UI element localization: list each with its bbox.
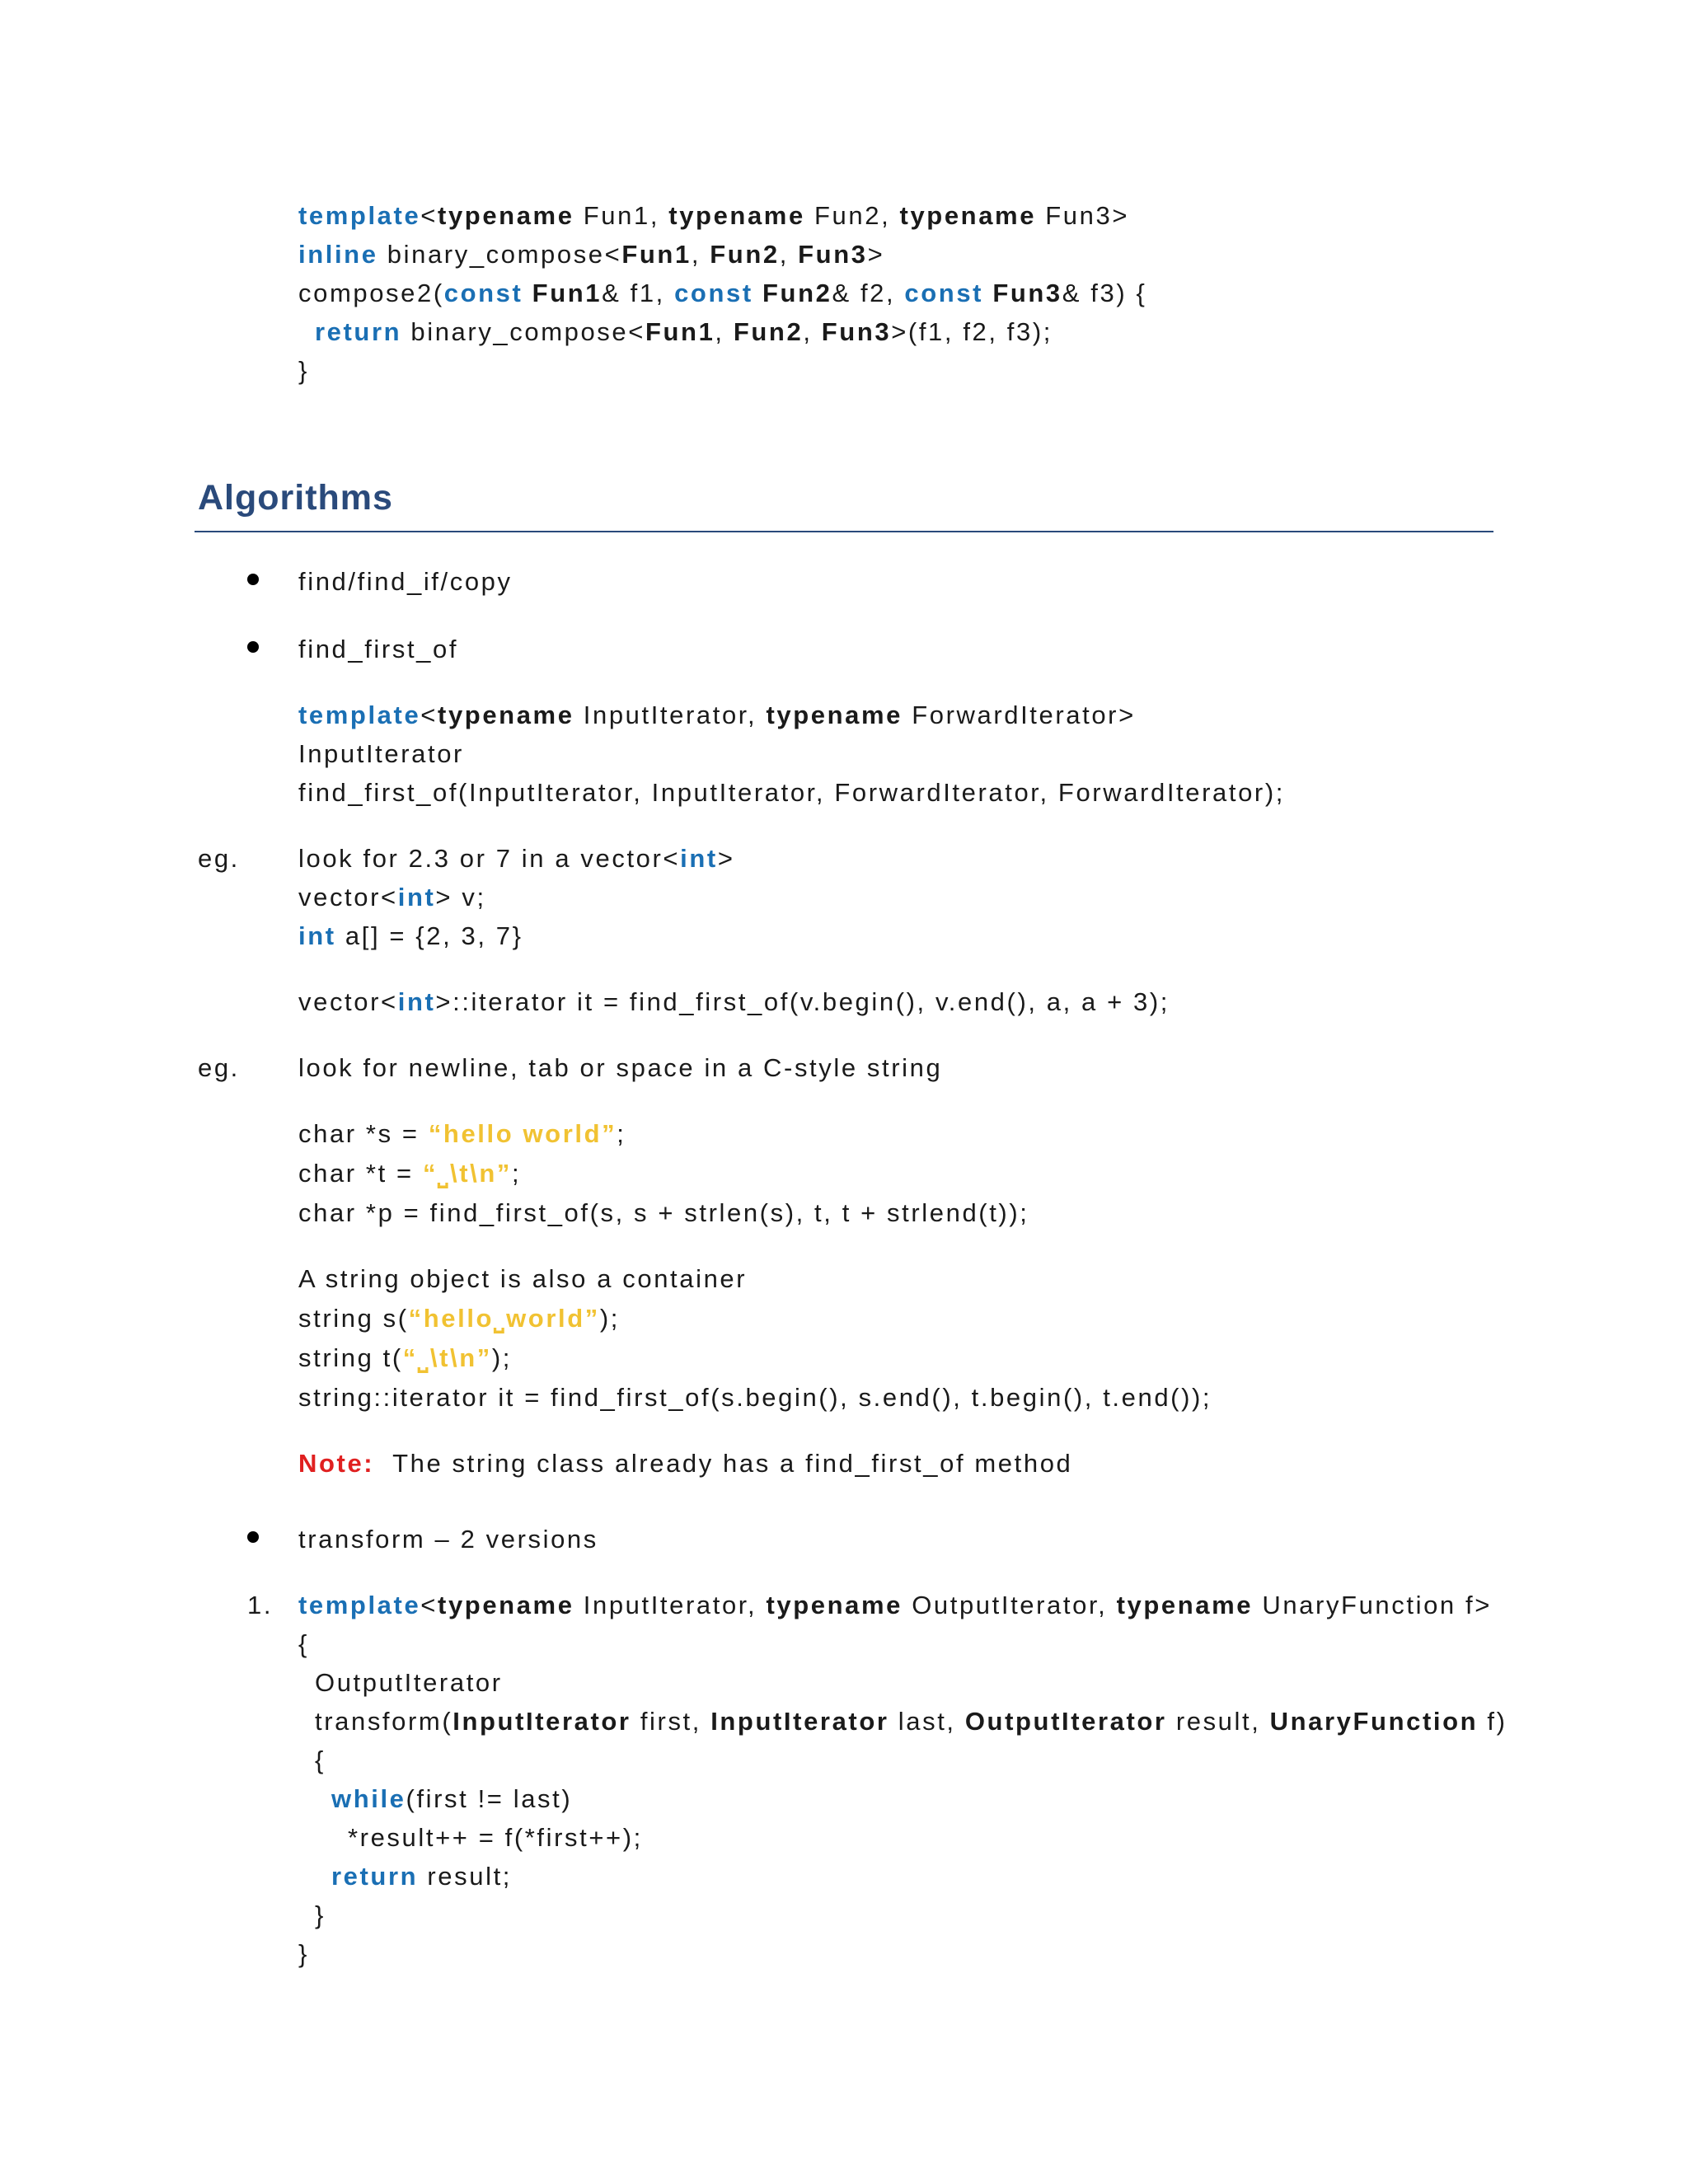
code-line-char-p: char *p = find_first_of(s, s + strlen(s), t, t + strlend(t)); <box>298 1198 1029 1227</box>
bullet-text-find-first-of: find_first_of <box>298 635 459 663</box>
section-heading: Algorithms <box>198 478 393 518</box>
code-line-body-close: } <box>315 1900 326 1929</box>
bullet-text-find: find/find_if/copy <box>298 567 513 596</box>
code-line-string-t: string t(“⎵\t\n”); <box>298 1343 512 1372</box>
code-line-ffo-return-type: InputIterator <box>298 739 464 768</box>
code-line-compose2: compose2(const Fun1& f1, const Fun2& f2, const Fun3& f3) { <box>298 279 1147 307</box>
code-line-vector-decl: vector<int> v; <box>298 883 486 912</box>
code-line-body-open: { <box>315 1746 326 1774</box>
eg-label: eg. <box>198 844 240 873</box>
note-line: Note: The string class already has a find_first_of method <box>298 1449 1073 1478</box>
code-line-string-s: string s(“hello⎵world”); <box>298 1304 620 1333</box>
bullet-icon <box>247 641 259 653</box>
code-line-char-s: char *s = “hello world”; <box>298 1119 626 1148</box>
code-line-transform-signature: transform(InputIterator first, InputIterator last, OutputIterator result, UnaryFunction f) <box>315 1707 1507 1736</box>
container-note: A string object is also a container <box>298 1264 748 1293</box>
code-line-close-brace: } <box>298 1939 309 1968</box>
code-line-array-decl: int a[] = {2, 3, 7} <box>298 921 523 950</box>
code-line-iterator-find: vector<int>::iterator it = find_first_of(v.begin(), v.end(), a, a + 3); <box>298 987 1170 1016</box>
bullet-icon <box>247 1531 259 1543</box>
eg-label: eg. <box>198 1053 240 1082</box>
code-line-open-brace: { <box>298 1629 309 1658</box>
code-line-string-iterator: string::iterator it = find_first_of(s.begin(), s.end(), t.begin(), t.end()); <box>298 1383 1212 1412</box>
code-line-return: return binary_compose<Fun1, Fun2, Fun3>(f1, f2, f3); <box>315 317 1053 346</box>
heading-rule <box>195 531 1493 532</box>
code-line-while: while(first != last) <box>331 1784 573 1813</box>
code-line-char-t: char *t = “⎵\t\n”; <box>298 1159 522 1188</box>
list-number: 1. <box>247 1591 274 1619</box>
bullet-icon <box>247 574 259 585</box>
eg2-description: look for newline, tab or space in a C-style string <box>298 1053 943 1082</box>
code-line-return-result: return result; <box>331 1862 513 1891</box>
code-line-assign: *result++ = f(*first++); <box>348 1823 643 1852</box>
eg1-description: look for 2.3 or 7 in a vector<int> <box>298 844 735 873</box>
code-line-inline: inline binary_compose<Fun1, Fun2, Fun3> <box>298 240 885 269</box>
code-line-ffo-template: template<typename InputIterator, typename ForwardIterator> <box>298 701 1136 729</box>
code-line-template: template<typename Fun1, typename Fun2, typename Fun3> <box>298 201 1130 230</box>
bullet-text-transform: transform – 2 versions <box>298 1525 598 1554</box>
code-line-ffo-signature: find_first_of(InputIterator, InputIterator, ForwardIterator, ForwardIterator); <box>298 778 1285 807</box>
code-line-return-type: OutputIterator <box>315 1668 503 1697</box>
code-line-transform-template: template<typename InputIterator, typename OutputIterator, typename UnaryFunction f> <box>298 1591 1492 1619</box>
code-line-close: } <box>298 356 309 385</box>
